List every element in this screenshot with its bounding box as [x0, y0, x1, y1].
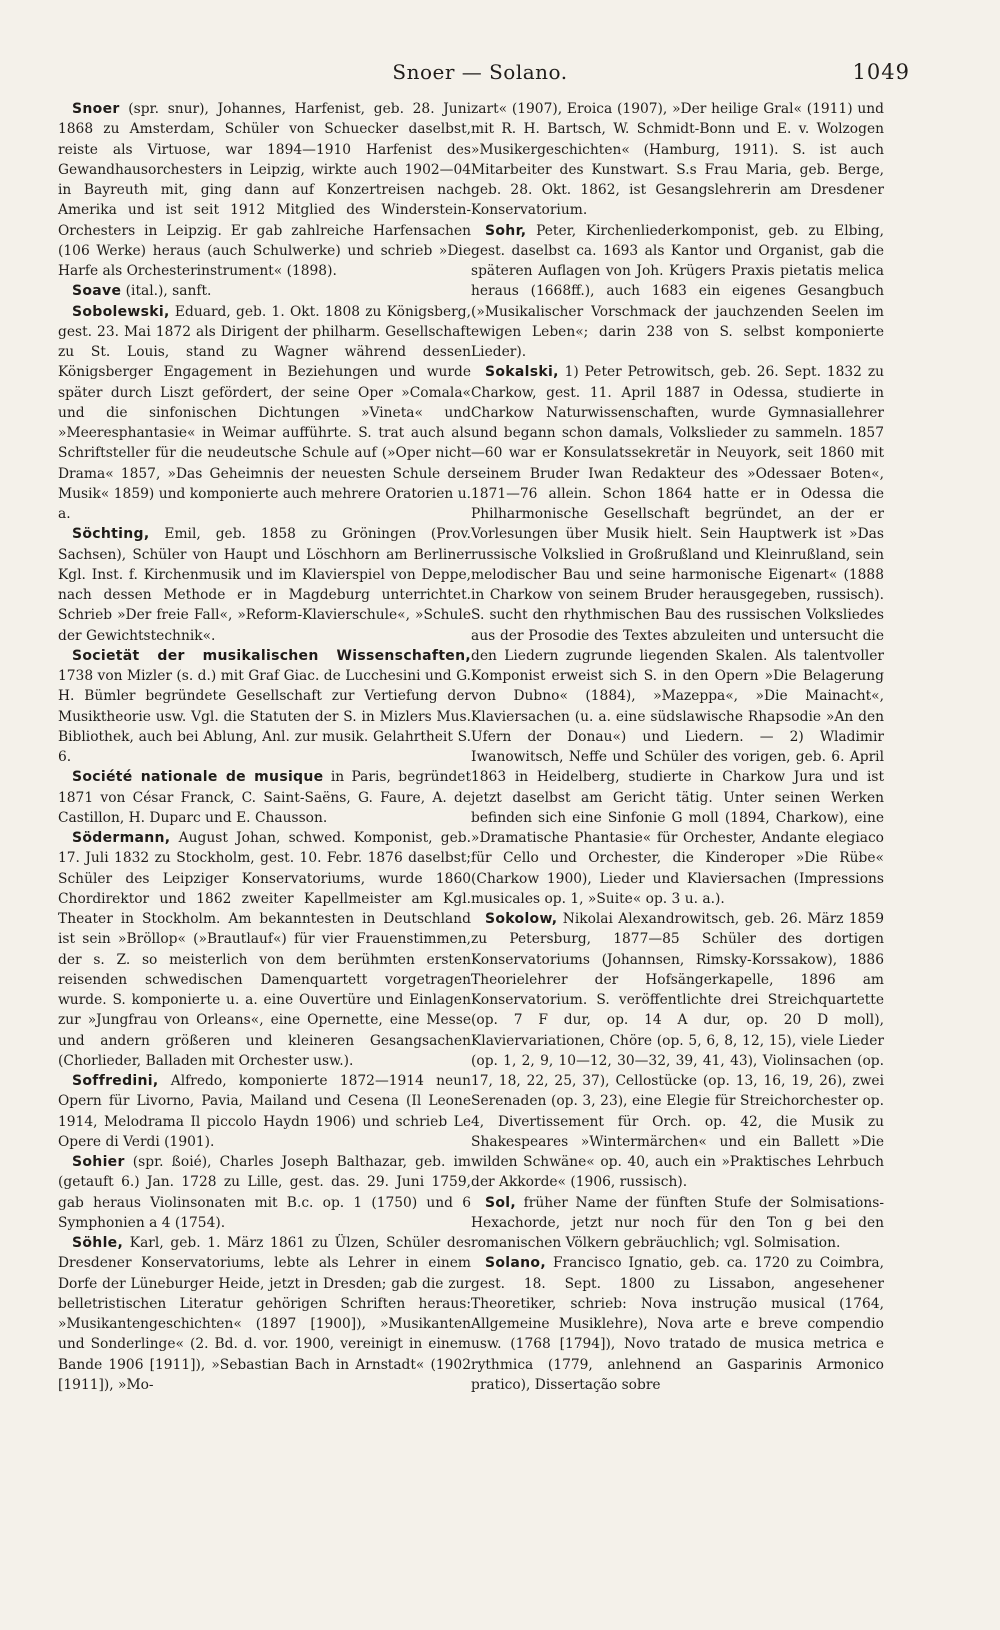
entry-text: in Paris, begründet 1871 von César Franck, C. Saint-Saëns, G. Faure, A. de Castillon, H. Duparc und E. Chausson.	[58, 769, 472, 826]
entry-headword: Sokalski,	[485, 364, 559, 381]
entry-text: Emil, geb. 1858 zu Gröningen (Prov. Sachsen), Schüler von Haupt und Löschhorn am Berliner Kgl. Inst. f. Kirchenmusik und im Klavierspiel von Deppe, nach dessen Methode er in Magdeburg unterrichtet. Schrieb »Der freie Fall«, »Reform-Klavierschule«, »Schule der Gewichtstechnik«.	[58, 526, 471, 644]
entry-headword: Société nationale de musique	[72, 769, 324, 786]
entry-headword: Södermann,	[72, 830, 171, 846]
entry-soechting	[58, 524, 471, 646]
entry-headword: Solano,	[485, 1255, 546, 1272]
entry-text: Alfredo, komponierte 1872—1914 neun Opern für Livorno, Pavia, Mailand und Cesena (Il Leone 1914, Melodrama Il piccolo Haydn 1906) und schrieb Le Opere di Verdi (1901).	[58, 1073, 471, 1150]
entry-soedermann	[58, 828, 471, 1071]
entry-text: Francisco Ignatio, geb. ca. 1720 zu Coimbra, gest. 18. Sept. 1800 zu Lissabon, angesehener Theoretiker, schrieb: Nova instrução musical (1764, Allgemeine Musiklehre), Nova arte e breve compendio usw. (1768 [1794]), Novo tratado de musica metrica e rythmica (1779, anlehnend an Gasparinis Armonico pratico), Dissertação sobre	[471, 1255, 884, 1393]
entry-sokolow	[471, 909, 884, 1193]
entry-headword: Snoer	[72, 101, 120, 117]
entry-text: Eduard, geb. 1. Okt. 1808 zu Königsberg, gest. 23. Mai 1872 als Dirigent der philharm. Gesellschaft zu St. Louis, stand zu Wagner während dessen Königsberger Engagement in Beziehungen und wurde später durch Liszt gefördert, der seine Oper »Comala« und die sinfonischen Dichtungen »Vineta« und »Meeresphantasie« in Weimar aufführte. S. trat auch als Schriftsteller für die neudeutsche Schule auf (»Oper nicht Drama« 1857, »Das Geheimnis der neuesten Schule der Musik« 1859) und komponierte auch mehrere Oratorien u. a.	[58, 303, 471, 522]
entry-headword: Sohr,	[485, 222, 527, 239]
entry-soehle	[58, 1233, 471, 1395]
entry-snoer	[58, 99, 471, 281]
entry-text: Nikolai Alexandrowitsch, geb. 26. März 1859 zu Petersburg, 1877—85 Schüler des dortigen Konservatoriums (Johannsen, Rimsky-Korssakow), 1886 Theorielehrer der Hofsängerkapelle, 1896 am Konservatorium. S. veröffentlichte drei Streichquartette (op. 7 F dur, op. 14 A dur, op. 20 D moll), Klaviervariationen, Chöre (op. 5, 6, 8, 12, 15), viele Lieder (op. 1, 2, 9, 10—12, 30—32, 39, 41, 43), Violinsachen (op. 17, 18, 22, 25, 37), Cellostücke (op. 13, 16, 19, 26), zwei Serenaden (op. 3, 23), eine Elegie für Streichorchester op. 4, Divertissement für Orch. op. 42, die Musik zu Shakespeares »Wintermärchen« und ein Ballett »Die wilden Schwäne« op. 40, auch ein »Praktisches Lehrbuch der Akkorde« (1906, russisch).	[471, 911, 884, 1191]
entry-headword: Sobolewski,	[72, 303, 170, 320]
entry-text: zart« (1907), Eroica (1907), »Der heilige Gral« (1911) und mit R. H. Bartsch, W. Schmidt-Bonn und E. v. Wolzogen »Musikergeschichten« (Hamburg, 1911). S. ist auch Mitarbeiter des Kunstwart. S.s Frau Maria, geb. Berge, geb. 28. Okt. 1862, ist Gesangslehrerin am Dresdener Konservatorium.	[471, 101, 884, 219]
entry-text: (spr. snur), Johannes, Harfenist, geb. 28. Juni 1868 zu Amsterdam, Schüler von Schuecker daselbst, reiste als Virtuose, war 1894—1910 Harfenist des Gewandhausorchesters in Leipzig, wirkte auch 1902—04 in Bayreuth mit, ging dann auf Konzertreisen nach Amerika und ist seit 1912 Mitglied des Winderstein-Orchesters in Leipzig. Er gab zahlreiche Harfensachen (106 Werke) heraus (auch Schulwerke) und schrieb »Die Harfe als Orchesterinstrument« (1898).	[58, 101, 471, 279]
entry-soffredini	[58, 1071, 471, 1152]
entry-text: Peter, Kirchenliederkomponist, geb. zu Elbing, gest. daselbst ca. 1693 als Kantor und Organist, gab die späteren Auflagen von Joh. Krügers Praxis pietatis melica heraus (1668ff.), auch 1683 ein eigenes Gesangbuch (»Musikalischer Vorschmack der jauchzenden Seelen im ewigen Leben«; darin 238 von S. selbst komponierte Lieder).	[471, 222, 884, 360]
entry-text: (ital.), sanft.	[121, 283, 212, 300]
entry-sobolewski	[58, 302, 471, 525]
entry-headword: Sohier	[72, 1154, 125, 1170]
left-column	[58, 99, 471, 1395]
entry-soave	[58, 281, 471, 301]
entry-text: 1738 von Mizler (s. d.) mit Graf Giac. de Lucchesini und G. H. Bümler begründete Gesellschaft zur Vertiefung der Musiktheorie usw. Vgl. die Statuten der S. in Mizlers Mus. Bibliothek, auch bei Ablung, Anl. zur musik. Gelahrtheit S. 6.	[58, 668, 471, 765]
entry-sohr	[471, 221, 884, 363]
entry-headword: Societät der musikalischen Wissenschaften,	[72, 647, 471, 664]
entry-societe-nationale	[58, 767, 471, 828]
page-number: 1049	[852, 60, 910, 84]
entry-text: früher Name der fünften Stufe der Solmisations-Hexachorde, jetzt nur noch für den Ton g bei den romanischen Völkern gebräuchlich; vgl. Solmisation.	[471, 1194, 884, 1251]
entry-headword: Sokolow,	[485, 911, 558, 927]
entry-sol	[471, 1193, 884, 1254]
entry-headword: Söchting,	[72, 526, 150, 543]
entry-solano	[471, 1253, 884, 1395]
entry-sohier	[58, 1152, 471, 1233]
entry-text: August Johan, schwed. Komponist, geb. 17. Juli 1832 zu Stockholm, gest. 10. Febr. 1876 daselbst; Schüler des Leipziger Konservatoriums, wurde 1860 Chordirektor und 1862 zweiter Kapellmeister am Kgl. Theater in Stockholm. Am bekanntesten in Deutschland ist sein »Bröllop« (»Brautlauf«) für vier Frauenstimmen, der s. Z. so meisterlich von dem berühmten ersten reisenden schwedischen Damenquartett vorgetragen wurde. S. komponierte u. a. eine Ouvertüre und Einlagen zur »Jungfrau von Orleans«, eine Opernette, eine Messe und andern größeren und kleineren Gesangsachen (Chorlieder, Balladen mit Orchester usw.).	[58, 830, 471, 1069]
running-head: Snoer — Solano.	[392, 60, 568, 84]
entry-headword: Soave	[72, 283, 122, 300]
right-column	[471, 99, 884, 1395]
entry-soehle-continued	[471, 99, 884, 221]
entry-headword: Söhle,	[72, 1235, 124, 1251]
entry-headword: Sol,	[485, 1194, 517, 1211]
entry-text: 1) Peter Petrowitsch, geb. 26. Sept. 1832 zu Charkow, gest. 11. April 1887 in Odessa, studierte in Charkow Naturwissenschaften, wurde Gymnasiallehrer und begann schon damals, Volkslieder zu sammeln. 1857—60 war er Konsulatssekretär in Neuyork, seit 1860 mit seinem Bruder Iwan Redakteur des »Odessaer Boten«, 1871—76 allein. Schon 1864 hatte er in Odessa die Philharmonische Gesellschaft begründet, an der er Vorlesungen über Musik hielt. Sein Hauptwerk ist »Das russische Volkslied in Großrußland und Kleinrußland, sein melodischer Bau und seine harmonische Eigenart« (1888 in Charkow von seinem Bruder herausgegeben, russisch). S. sucht den rhythmischen Bau des russischen Volksliedes aus der Prosodie des Textes abzuleiten und untersucht die den Liedern zugrunde liegenden Skalen. Als talentvoller Komponist erweist sich S. in den Opern »Die Belagerung von Dubno« (1884), »Mazeppa«, »Die Mainacht«, Klaviersachen (u. a. eine südslawische Rhapsodie »An den Ufern der Donau«) und Liedern. — 2) Wladimir Iwanowitsch, Neffe und Schüler des vorigen, geb. 6. April 1863 in Heidelberg, studierte in Charkow Jura und ist jetzt daselbst am Gericht tätig. Unter seinen Werken befinden sich eine Sinfonie G moll (1894, Charkow), eine »Dramatische Phantasie« für Orchester, Andante elegiaco für Cello und Orchester, die Kinderoper »Die Rübe« (Charkow 1900), Lieder und Klaviersachen (Impressions musicales op. 1, »Suite« op. 3 u. a.).	[471, 364, 884, 907]
entry-societaet	[58, 646, 471, 768]
entry-text: (spr. ßoié), Charles Joseph Balthazar, geb. im (getauft 6.) Jan. 1728 zu Lille, gest. das. 29. Juni 1759, gab heraus Violinsonaten mit B.c. op. 1 (1750) und 6 Symphonien a 4 (1754).	[58, 1154, 471, 1231]
entry-sokalski	[471, 362, 884, 909]
entry-text: Karl, geb. 1. März 1861 zu Ülzen, Schüler des Dresdener Konservatoriums, lebte als Lehrer in einem Dorfe der Lüneburger Heide, jetzt in Dresden; gab die zur belletristischen Literatur gehörigen Schriften heraus: »Musikantengeschichten« (1897 [1900]), »Musikanten und Sonderlinge« (2. Bd. d. vor. 1900, vereinigt in einem Bande 1906 [1911]), »Sebastian Bach in Arnstadt« (1902 [1911]), »Mo-	[58, 1235, 471, 1393]
entry-headword: Soffredini,	[72, 1073, 159, 1089]
